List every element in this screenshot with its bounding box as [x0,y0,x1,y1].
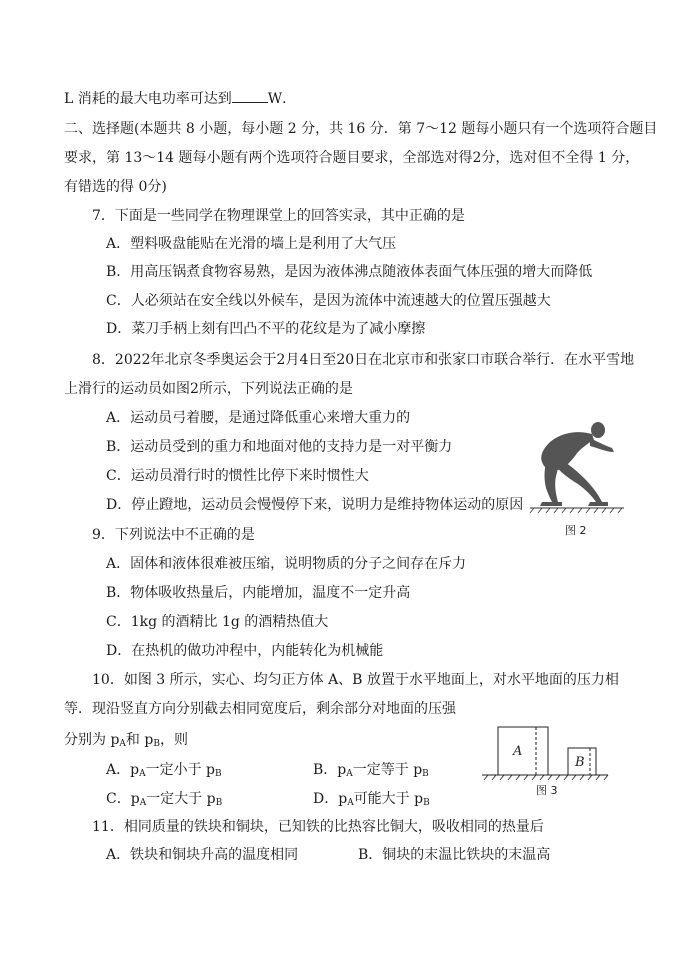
section2-line3: 有错选的得 0分) [64,179,167,195]
section2-line1: 二、选择题(本题共 8 小题，每小题 2 分，共 16 分．第 7～12 题每小题只有一个选项符合题目 [64,121,658,137]
q9-option-a[interactable]: A．固体和液体很难被压缩，说明物质的分子之间存在斥力 [106,556,467,572]
q11-option-a[interactable]: A．铁块和铜块升高的温度相同 [106,847,299,863]
q9-option-c[interactable]: C．1kg 的酒精比 1g 的酒精热值大 [106,614,329,630]
q9-option-d[interactable]: D．在热机的做功冲程中，内能转化为机械能 [106,643,384,659]
q10-option-b[interactable]: B．$p_A$一定等于 $p_B$ [313,762,429,779]
q6-tail-line [64,89,296,108]
q10-option-a[interactable]: A．$p_A$一定小于 $p_B$ [106,762,222,779]
q8-option-b[interactable]: B．运动员受到的重力和地面对他的支持力是一对平衡力 [106,439,453,455]
section2-line2: 要求，第 13～14 题每小题有两个选项符合题目要求，全部选对得2分，选对但不全得 1 分， [64,150,640,166]
q10-option-d[interactable]: D．$p_A$可能大于 $p_B$ [313,791,430,808]
figure2-caption: 图 2 [565,524,587,537]
figure3-caption: 图 3 [536,784,558,797]
q7-stem: 7．下面是一些同学在物理课堂上的回答实录，其中正确的是 [92,208,465,224]
q8-stem-line2: 上滑行的运动员如图2所示，下列说法正确的是 [64,381,353,397]
answer-blank[interactable] [232,89,268,103]
q10-option-c[interactable]: C．$p_A$一定大于 $p_B$ [106,791,223,808]
q8-option-d[interactable]: D．停止蹬地，运动员会慢慢停下来，说明力是维持物体运动的原因 [106,497,524,513]
q11-option-b[interactable]: B．铜块的末温比铁块的末温高 [358,847,551,863]
block-b-label: B [575,755,585,770]
q10-stem-line3: 分别为 $p_A$和 $p_B$，则 [64,732,188,749]
block-a [498,727,548,775]
q10-stem-line1: 10．如图 3 所示，实心、均匀正方体 A、B 放置于水平地面上，对水平地面的压力相 [92,672,619,688]
q8-option-c[interactable]: C．运动员滑行时的惯性比停下来时惯性大 [106,468,369,484]
q8-stem-line1: 8．2022年北京冬季奥运会于2月4日至20日在北京市和张家口市联合举行．在水平雪地 [92,352,635,368]
blocks-figure [480,722,610,784]
block-a-label: A [513,744,523,759]
q10-stem-line2: 等．现沿竖直方向分别截去相同宽度后，剩余部分对地面的压强 [64,701,456,717]
q8-option-a[interactable]: A．运动员弓着腰，是通过降低重心来增大重力的 [106,410,411,426]
q7-option-d[interactable]: D．菜刀手柄上刻有凹凸不平的花纹是为了减小摩擦 [106,321,426,337]
q7-option-a[interactable]: A．塑料吸盘能贴在光滑的墙上是利用了大气压 [106,236,397,252]
q11-stem: 11．相同质量的铁块和铜块，已知铁的比热容比铜大，吸收相同的热量后 [92,819,544,835]
q7-option-c[interactable]: C．人必须站在安全线以外候车，是因为流体中流速越大的位置压强越大 [106,293,551,309]
q7-option-b[interactable]: B．用高压锅煮食物容易熟，是因为液体沸点随液体表面气体压强的增大而降低 [106,264,593,280]
q6-tail-unit: W． [267,91,297,107]
q9-stem: 9．下列说法中不正确的是 [92,527,255,543]
skater-figure [528,420,628,516]
q9-option-b[interactable]: B．物体吸收热量后，内能增加，温度不一定升高 [106,585,411,601]
q6-tail-text: L 消耗的最大电功率可达到 [64,91,232,107]
